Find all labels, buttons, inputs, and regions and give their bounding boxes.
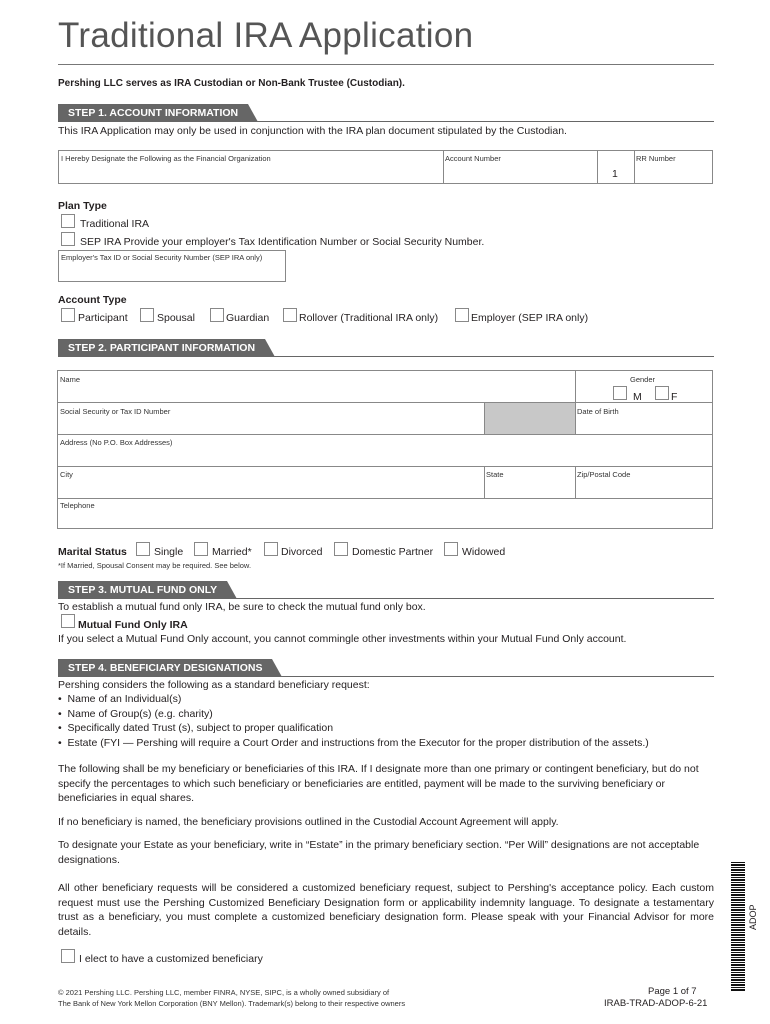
custom-beneficiary-label: I elect to have a customized beneficiary xyxy=(79,953,263,965)
beneficiary-para-3: To designate your Estate as your beneficiary, write in “Estate” in the primary beneficiary section. “Per Will” designations are not acceptable designations. xyxy=(58,839,700,866)
gender-f-checkbox[interactable] xyxy=(655,386,669,400)
list-item: • Name of Group(s) (e.g. charity) xyxy=(58,707,213,720)
sep-ira-label: SEP IRA Provide your employer's Tax Identification Number or Social Security Number. xyxy=(80,236,485,248)
address-label: Address (No P.O. Box Addresses) xyxy=(60,438,173,447)
domestic-partner-checkbox[interactable] xyxy=(334,542,348,556)
side-form-code: ADOP xyxy=(748,904,758,930)
domestic-partner-label: Domestic Partner xyxy=(352,546,434,558)
beneficiary-para-4: All other beneficiary requests will be considered a customized beneficiary request, subject to Pershing's acceptance policy. Each custom request must use the Pershing Customized Beneficiary Designation form or applicability indemnity language. To designate a testamentary trust as a beneficiary, you must complete a customized beneficiary designation form. Please speak with your Financial Advisor for more details. xyxy=(58,882,714,938)
marital-status-label: Marital Status xyxy=(58,546,127,558)
list-item: • Name of an Individual(s) xyxy=(58,693,182,705)
employer-tax-id-field[interactable] xyxy=(58,250,286,282)
account-suffix: 1 xyxy=(612,168,618,180)
spousal-consent-note: *If Married, Spousal Consent may be required. See below. xyxy=(58,561,252,570)
widowed-checkbox[interactable] xyxy=(444,542,458,556)
zip-label: Zip/Postal Code xyxy=(577,470,631,479)
step2-header xyxy=(58,339,714,357)
employer-tax-id-label: Employer's Tax ID or Social Security Number (SEP IRA only) xyxy=(61,253,263,262)
traditional-ira-checkbox[interactable] xyxy=(61,214,75,228)
ssn-label: Social Security or Tax ID Number xyxy=(60,407,171,416)
plan-type-label: Plan Type xyxy=(58,200,107,212)
single-checkbox[interactable] xyxy=(136,542,150,556)
step4-intro: Pershing considers the following as a standard beneficiary request: xyxy=(58,679,370,691)
traditional-ira-label: Traditional IRA xyxy=(80,218,150,230)
step3-header xyxy=(58,581,714,599)
gender-m-label: M xyxy=(633,391,642,403)
copyright-line-1: © 2021 Pershing LLC. Pershing LLC, member FINRA, NYSE, SIPC, is a wholly owned subsidiary of xyxy=(58,988,390,997)
telephone-field[interactable] xyxy=(60,501,710,527)
employer-label: Employer (SEP IRA only) xyxy=(471,312,589,324)
state-label: State xyxy=(486,470,504,479)
single-label: Single xyxy=(154,546,184,558)
gender-f-label: F xyxy=(671,391,678,403)
widowed-label: Widowed xyxy=(462,546,506,558)
name-field[interactable] xyxy=(60,375,570,402)
account-number-field[interactable] xyxy=(445,154,595,182)
mutual-fund-only-label: Mutual Fund Only IRA xyxy=(78,619,188,631)
list-item: • Specifically dated Trust (s), subject to proper qualification xyxy=(58,722,334,734)
dob-label: Date of Birth xyxy=(577,407,619,416)
account-number-label: Account Number xyxy=(445,154,501,163)
guardian-label: Guardian xyxy=(226,312,270,324)
step1-intro: This IRA Application may only be used in conjunction with the IRA plan document stipulated by the Custodian. xyxy=(58,125,567,137)
spousal-label: Spousal xyxy=(157,312,195,324)
barcode xyxy=(731,862,745,992)
city-label: City xyxy=(60,470,73,479)
city-field[interactable] xyxy=(60,470,480,497)
step3-intro: To establish a mutual fund only IRA, be sure to check the mutual fund only box. xyxy=(58,601,426,613)
title-divider xyxy=(58,64,714,65)
married-checkbox[interactable] xyxy=(194,542,208,556)
page-number: Page 1 of 7 xyxy=(648,986,697,997)
step1-heading: STEP 1. ACCOUNT INFORMATION xyxy=(58,104,248,122)
guardian-checkbox[interactable] xyxy=(210,308,224,322)
married-label: Married* xyxy=(212,546,252,558)
employer-checkbox[interactable] xyxy=(455,308,469,322)
financial-org-field[interactable] xyxy=(61,154,441,182)
rollover-checkbox[interactable] xyxy=(283,308,297,322)
rr-number-label: RR Number xyxy=(636,154,676,163)
rollover-label: Rollover (Traditional IRA only) xyxy=(299,312,439,324)
telephone-label: Telephone xyxy=(60,501,95,510)
step4-heading: STEP 4. BENEFICIARY DESIGNATIONS xyxy=(58,659,272,677)
step3-note: If you select a Mutual Fund Only account, you cannot commingle other investments within your Mutual Fund Only account. xyxy=(58,633,627,645)
custodian-note: Pershing LLC serves as IRA Custodian or Non-Bank Trustee (Custodian). xyxy=(58,78,405,89)
participant-checkbox[interactable] xyxy=(61,308,75,322)
custom-beneficiary-checkbox[interactable] xyxy=(61,949,75,963)
state-field[interactable] xyxy=(486,470,571,497)
mutual-fund-only-checkbox[interactable] xyxy=(61,614,75,628)
divorced-label: Divorced xyxy=(281,546,323,558)
spousal-checkbox[interactable] xyxy=(140,308,154,322)
beneficiary-types-list xyxy=(58,692,714,750)
copyright-line-2: The Bank of New York Mellon Corporation (BNY Mellon). Trademark(s) belong to their respective owners xyxy=(58,999,406,1008)
financial-org-label: I Hereby Designate the Following as the Financial Organization xyxy=(61,154,271,163)
participant-label: Participant xyxy=(78,312,128,324)
divorced-checkbox[interactable] xyxy=(264,542,278,556)
list-item: • Estate (FYI — Pershing will require a Court Order and instructions from the Executor for the proper distribution of the assets.) xyxy=(58,736,649,749)
beneficiary-para-1: The following shall be my beneficiary or beneficiaries of this IRA. If I designate more than one primary or contingent beneficiary, but do not specify the percentages to which such beneficiary or beneficiaries are entitled, payment will be made to the surviving beneficiary or beneficiaries in equal shares. xyxy=(58,763,699,804)
account-type-label: Account Type xyxy=(58,294,127,306)
step1-header xyxy=(58,104,714,122)
step3-heading: STEP 3. MUTUAL FUND ONLY xyxy=(58,581,227,599)
gender-label: Gender xyxy=(630,375,656,384)
form-code: IRAB-TRAD-ADOP-6-21 xyxy=(604,998,708,1009)
ssn-field[interactable] xyxy=(60,407,480,434)
sep-ira-checkbox[interactable] xyxy=(61,232,75,246)
name-label: Name xyxy=(60,375,81,384)
dob-field[interactable] xyxy=(577,407,711,434)
beneficiary-para-2: If no beneficiary is named, the beneficiary provisions outlined in the Custodial Account Agreement will apply. xyxy=(58,816,559,828)
step4-header xyxy=(58,659,714,677)
step2-heading: STEP 2. PARTICIPANT INFORMATION xyxy=(58,339,265,357)
rr-number-field[interactable] xyxy=(636,154,712,182)
page-title: Traditional IRA Application xyxy=(58,16,474,55)
address-field[interactable] xyxy=(60,438,710,465)
zip-field[interactable] xyxy=(577,470,711,497)
gender-m-checkbox[interactable] xyxy=(613,386,627,400)
